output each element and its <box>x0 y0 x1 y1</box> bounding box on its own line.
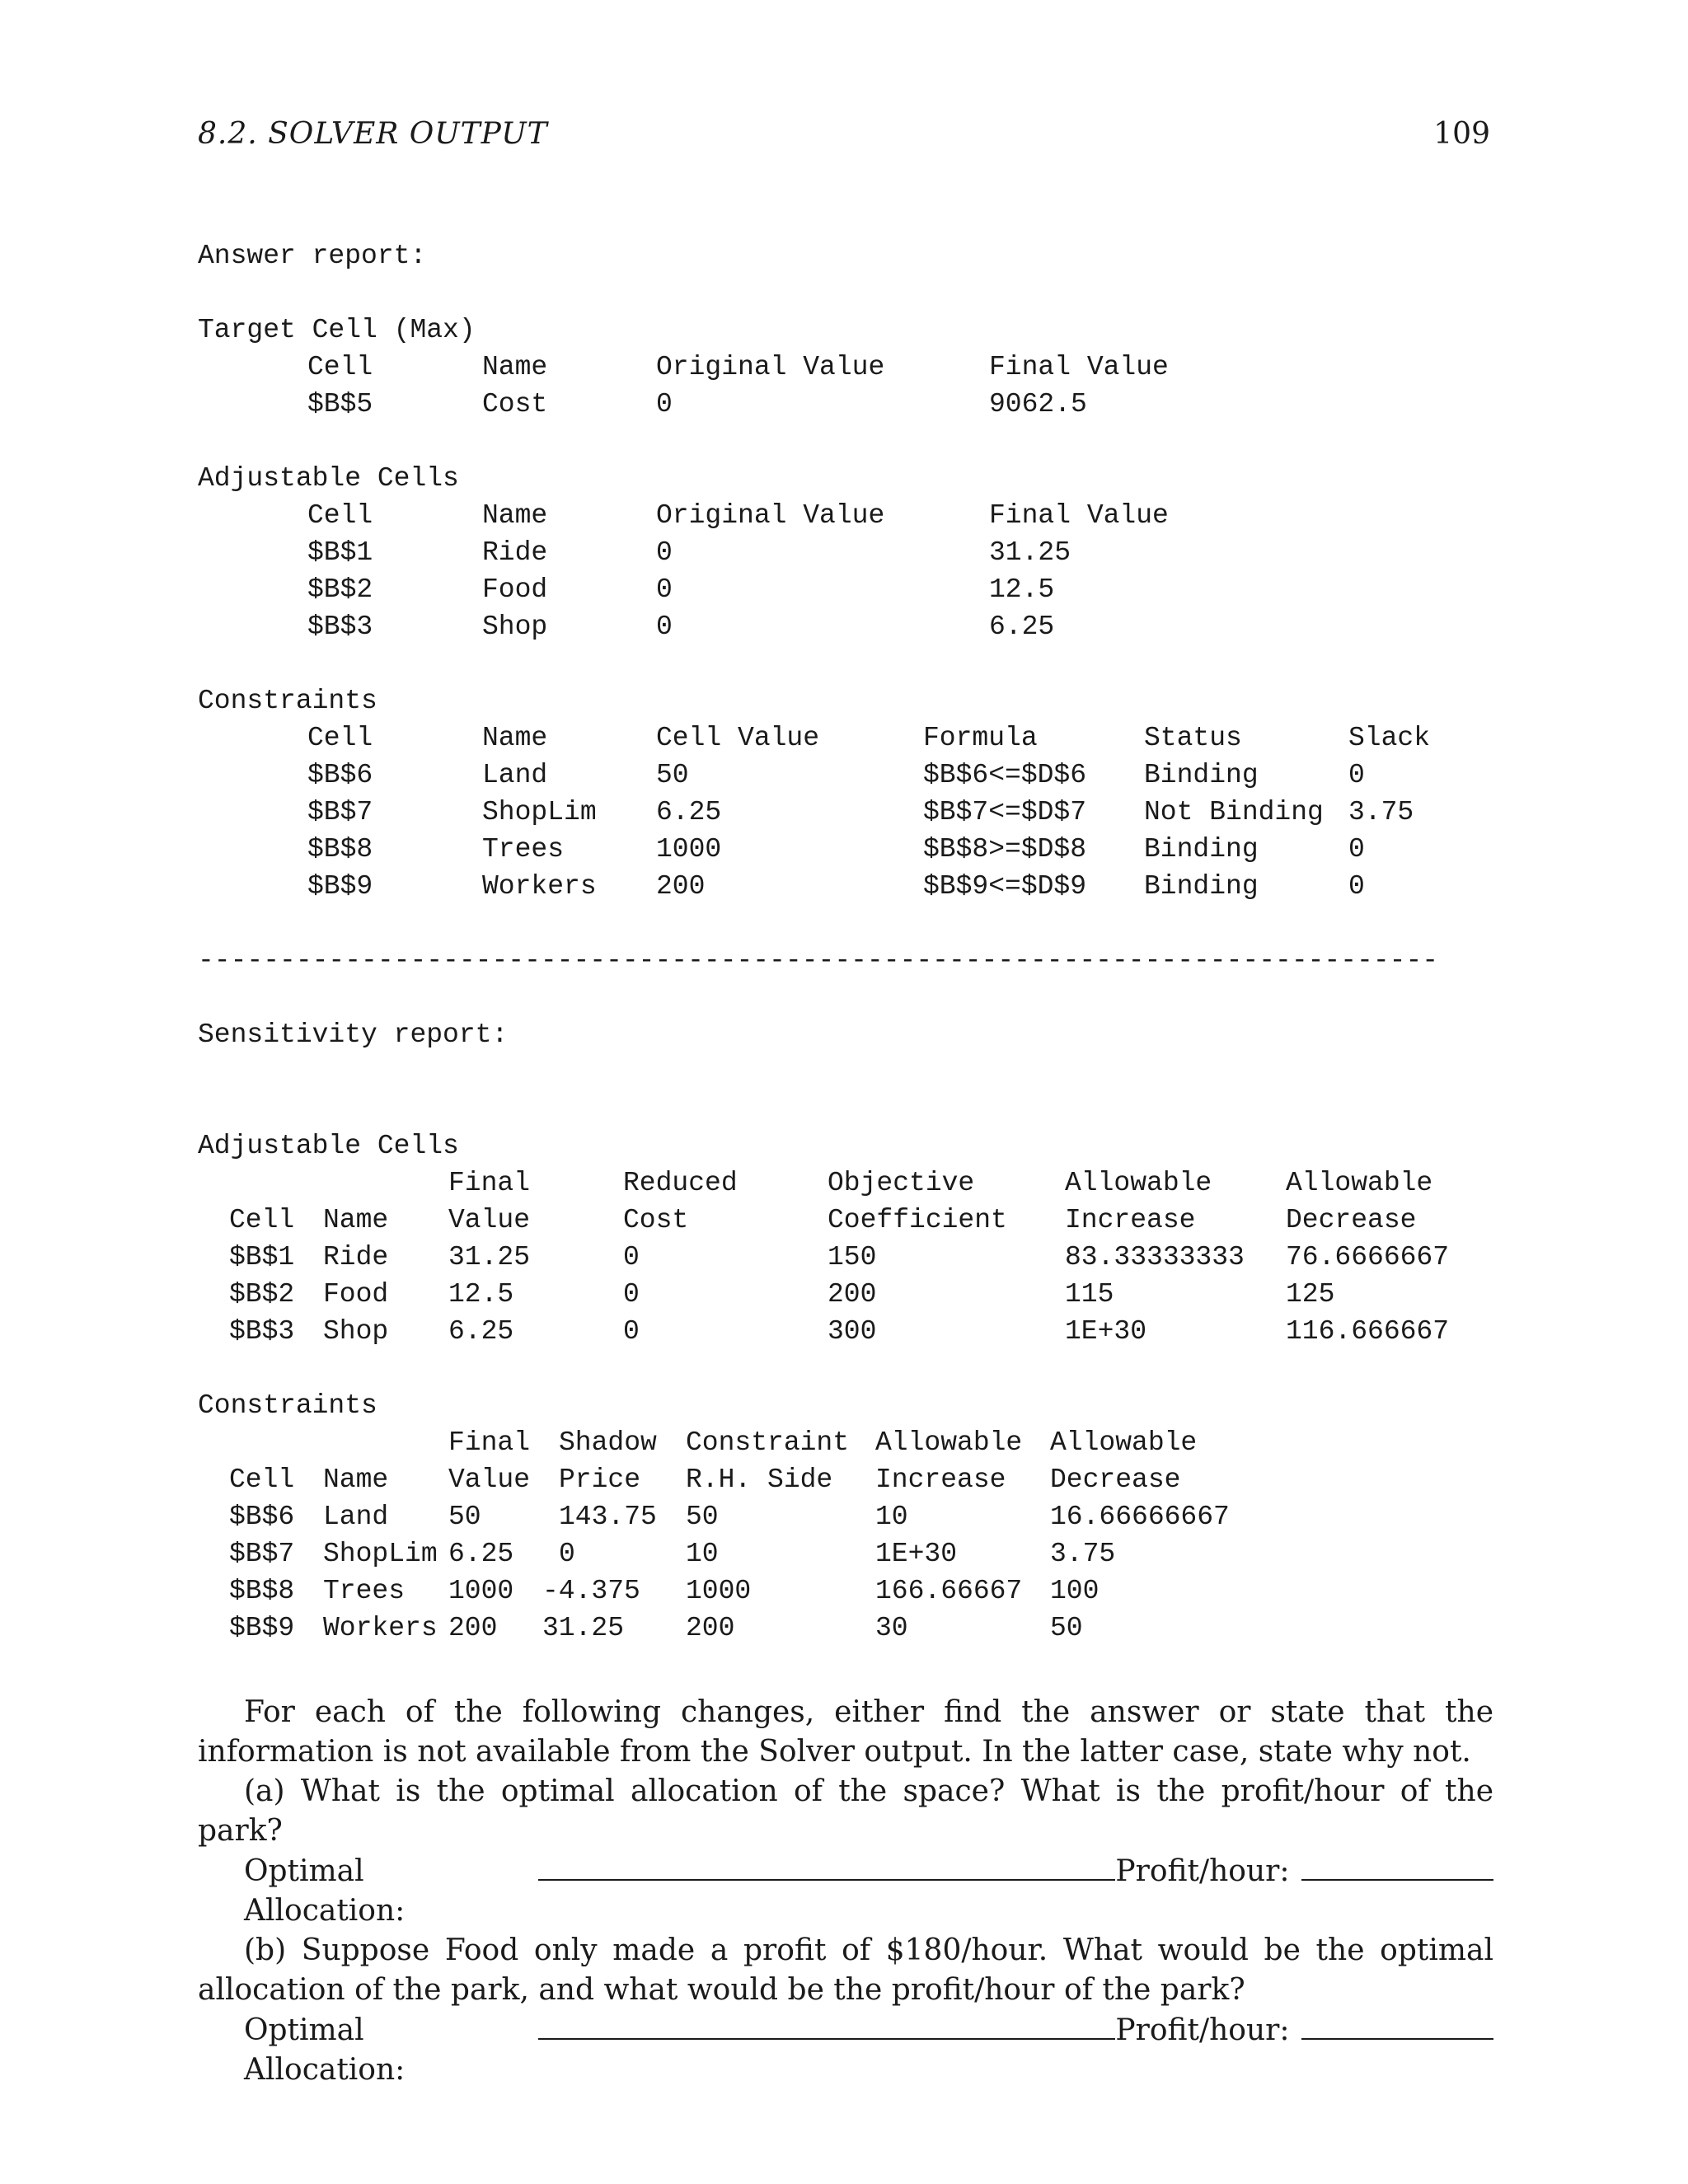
solver-output <box>198 237 1500 1647</box>
sensitivity-constraints-header-1: Final Shadow Constraint Allowable Allowable <box>448 1427 1198 1458</box>
target-cell-header: Cell Name Original Value Final Value <box>307 352 1169 382</box>
separator-line: ---------------------------------------------------------------------------- <box>198 945 1439 976</box>
sensitivity-adjustable-header-2: Cell Name Value Cost Coefficient Increase Decrease <box>229 1205 1417 1235</box>
table-row: $B$5 Cost 0 9062.5 <box>307 389 1087 419</box>
table-row: $B$6 Land 50 $B$6<=$D$6 Binding 0 <box>307 760 1365 790</box>
table-row: $B$2 Food 0 12.5 <box>307 574 1055 605</box>
table-row: $B$7 ShopLim 6.25 0 10 1E+30 3.75 <box>229 1539 1116 1569</box>
questions <box>198 1693 1493 2090</box>
table-row: $B$9 Workers 200 $B$9<=$D$9 Binding 0 <box>307 871 1365 902</box>
sensitivity-adjustable-header-1: Final Reduced Objective Allowable Allowable <box>448 1168 1433 1198</box>
sensitivity-constraints-heading: Constraints <box>198 1390 377 1421</box>
table-row: $B$2 Food 12.5 0 200 115 125 <box>229 1279 1335 1310</box>
constraints-heading: Constraints <box>198 686 377 716</box>
sensitivity-report-title: Sensitivity report: <box>198 1019 509 1050</box>
optimal-allocation-blank <box>538 1851 1116 1881</box>
profit-blank <box>1301 1851 1494 1881</box>
target-cell-heading: Target Cell (Max) <box>198 315 476 345</box>
answer-report-title: Answer report: <box>198 241 427 271</box>
table-row: $B$8 Trees 1000 -4.375 1000 166.66667 100 <box>229 1576 1100 1606</box>
questions-intro: For each of the following changes, either find the answer or state that the information is not available from the Solver output. In the latter case, state why not. <box>198 1695 1493 1769</box>
sensitivity-adjustable-heading: Adjustable Cells <box>198 1131 459 1161</box>
answer-line-a <box>198 1851 1493 1931</box>
optimal-allocation-blank <box>538 2010 1116 2040</box>
table-row: $B$6 Land 50 143.75 50 10 16.66666667 <box>229 1502 1230 1532</box>
question-a: (a) What is the optimal allocation of the space? What is the profit/hour of the park? <box>198 1774 1493 1848</box>
table-row: $B$7 ShopLim 6.25 $B$7<=$D$7 Not Binding 3.75 <box>307 797 1414 827</box>
optimal-allocation-label: Optimal Allocation: <box>244 1854 406 1928</box>
table-row: $B$3 Shop 6.25 0 300 1E+30 116.666667 <box>229 1316 1450 1347</box>
table-row: $B$9 Workers 200 31.25 200 30 50 <box>229 1613 1083 1643</box>
optimal-allocation-label: Optimal Allocation: <box>244 2013 406 2087</box>
adjustable-cells-heading: Adjustable Cells <box>198 463 459 494</box>
adjustable-cells-header: Cell Name Original Value Final Value <box>307 500 1169 531</box>
table-row: $B$1 Ride 0 31.25 <box>307 537 1071 568</box>
profit-label: Profit/hour: <box>1115 2013 1290 2047</box>
table-row: $B$1 Ride 31.25 0 150 83.33333333 76.6666667 <box>229 1242 1450 1272</box>
constraints-header: Cell Name Cell Value Formula Status Slack <box>307 723 1431 753</box>
table-row: $B$8 Trees 1000 $B$8>=$D$8 Binding 0 <box>307 834 1365 865</box>
profit-blank <box>1301 2010 1494 2040</box>
page-number: 109 <box>1433 117 1490 151</box>
answer-line-b <box>198 2010 1493 2090</box>
table-row: $B$3 Shop 0 6.25 <box>307 612 1055 642</box>
sensitivity-constraints-header-2: Cell Name Value Price R.H. Side Increase Decrease <box>229 1465 1181 1495</box>
running-header: 8.2. SOLVER OUTPUT <box>198 117 548 151</box>
profit-label: Profit/hour: <box>1115 1854 1290 1888</box>
question-b: (b) Suppose Food only made a profit of $180/hour. What would be the optimal allocation of the park, and what would be the profit/hour of the park? <box>198 1933 1493 2007</box>
